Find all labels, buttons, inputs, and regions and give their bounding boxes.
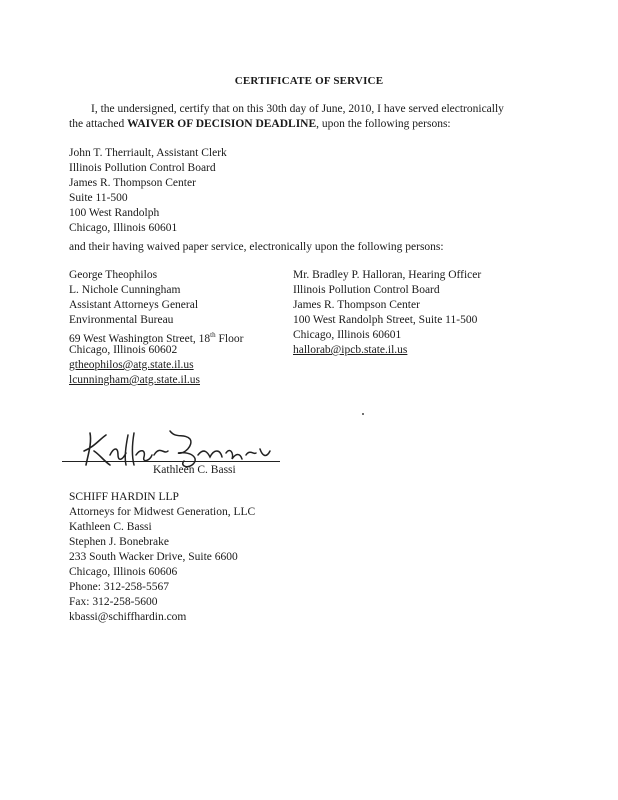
- signer-name: Kathleen C. Bassi: [153, 464, 236, 476]
- waived-service-text: and their having waived paper service, electronically upon the following persons:: [69, 241, 444, 253]
- address-line: George Theophilos: [69, 269, 158, 281]
- sender-email[interactable]: kbassi@schiffhardin.com: [69, 611, 187, 623]
- address-line: Chicago, Illinois 60602: [69, 344, 178, 356]
- email-link[interactable]: lcunningham@atg.state.il.us: [69, 374, 200, 386]
- address-line: Suite 11-500: [69, 192, 128, 204]
- address-line: Chicago, Illinois 60606: [69, 566, 178, 578]
- address-line: 233 South Wacker Drive, Suite 6600: [69, 551, 238, 563]
- firm-name: SCHIFF HARDIN LLP: [69, 491, 179, 503]
- address-line: Mr. Bradley P. Halloran, Hearing Officer: [293, 269, 482, 281]
- fax-line: Fax: 312-258-5600: [69, 596, 158, 608]
- intro-pre: the attached: [69, 118, 128, 130]
- email-link[interactable]: gtheophilos@atg.state.il.us: [69, 359, 194, 371]
- right-recipient-block: [293, 268, 481, 358]
- email-link[interactable]: hallorab@ipcb.state.il.us: [293, 344, 408, 356]
- scan-speck: [362, 413, 364, 415]
- street-suffix: Floor: [215, 332, 244, 345]
- street-text: 69 West Washington Street, 18: [69, 332, 211, 345]
- address-line: Chicago, Illinois 60601: [69, 222, 178, 234]
- intro-line-2: [69, 117, 504, 132]
- address-line: Environmental Bureau: [69, 314, 174, 326]
- document-name: WAIVER OF DECISION DEADLINE: [127, 118, 317, 130]
- address-line: L. Nichole Cunningham: [69, 284, 181, 296]
- address-line: Illinois Pollution Control Board: [293, 284, 440, 296]
- address-line: James R. Thompson Center: [69, 177, 196, 189]
- address-line: James R. Thompson Center: [293, 299, 420, 311]
- address-line: Chicago, Illinois 60601: [293, 329, 402, 341]
- address-street: [69, 328, 243, 343]
- intro-paragraph: [69, 102, 504, 132]
- left-recipient-block: [69, 268, 243, 388]
- phone-line: Phone: 312-258-5567: [69, 581, 169, 593]
- document-title: CERTIFICATE OF SERVICE: [234, 75, 384, 87]
- address-line: Illinois Pollution Control Board: [69, 162, 216, 174]
- address-line: 100 West Randolph: [69, 207, 160, 219]
- signature-line: [62, 461, 280, 462]
- address-line: Assistant Attorneys General: [69, 299, 199, 311]
- address-line: Attorneys for Midwest Generation, LLC: [69, 506, 256, 518]
- intro-post: , upon the following persons:: [316, 118, 451, 130]
- sender-block: [69, 490, 255, 625]
- address-line: Stephen J. Bonebrake: [69, 536, 169, 548]
- address-line: John T. Therriault, Assistant Clerk: [69, 147, 227, 159]
- street-superscript: th: [210, 331, 216, 339]
- address-line: Kathleen C. Bassi: [69, 521, 152, 533]
- intro-line-1: I, the undersigned, certify that on this 30th day of June, 2010, I have served electronically: [91, 103, 504, 115]
- first-recipient-block: [69, 146, 227, 236]
- address-line: 100 West Randolph Street, Suite 11-500: [293, 314, 478, 326]
